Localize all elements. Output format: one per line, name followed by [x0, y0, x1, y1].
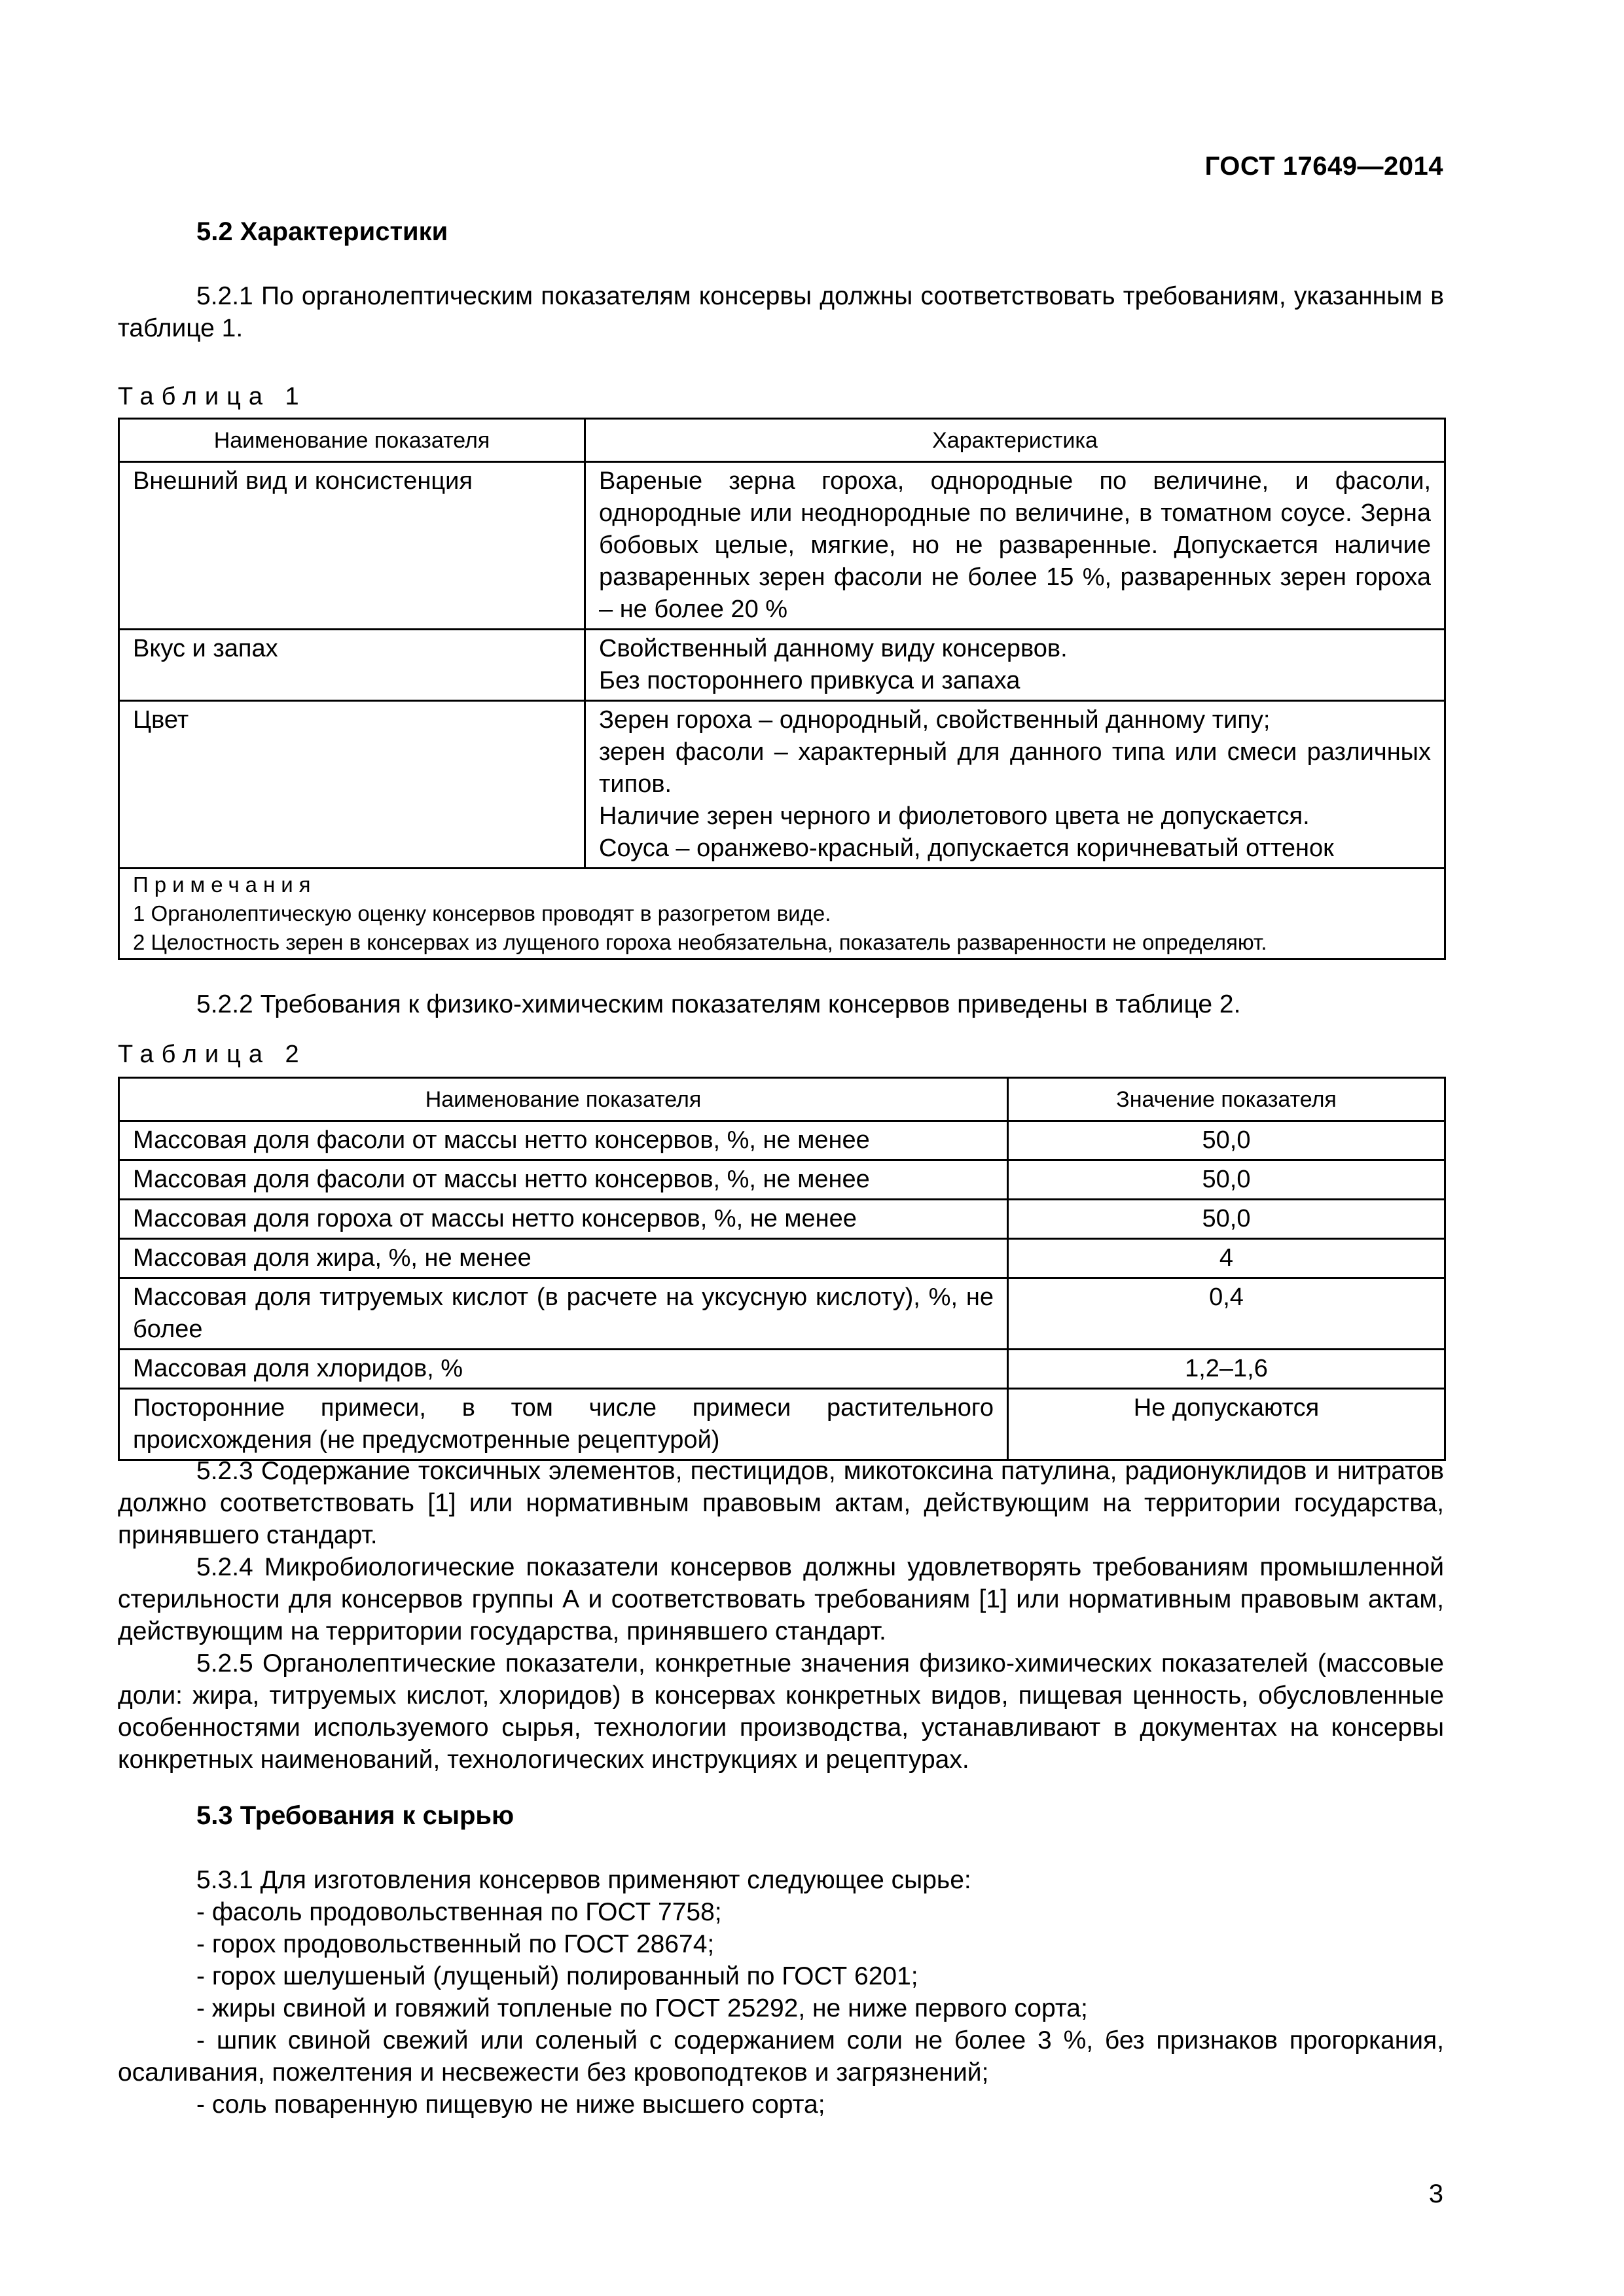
table-row — [119, 462, 1445, 630]
list-item: - шпик свиной свежий или соленый с содержанием соли не более 3 %, без признаков прогоркания, осаливания, пожелтения и несвежести без кровоподтеков и загрязнений; — [118, 2026, 1444, 2087]
table-row — [119, 1239, 1445, 1278]
table2-cell-name: Массовая доля гороха от массы нетто консервов, %, не менее — [119, 1200, 1008, 1239]
table1-header-characteristic: Характеристика — [585, 419, 1445, 462]
table2-cell-value: 4 — [1008, 1239, 1445, 1278]
table-2 — [118, 1077, 1446, 1461]
table2-cell-name: Массовая доля титруемых кислот (в расчете на уксусную кислоту), %, не более — [119, 1278, 1008, 1350]
table1-cell-name: Вкус и запах — [119, 630, 585, 701]
table2-cell-value: 1,2–1,6 — [1008, 1350, 1445, 1389]
section-title-5-3: 5.3 Требования к сырью — [196, 1801, 514, 1830]
table1-caption: Таблица 1 — [118, 383, 307, 410]
notes-title: Примечания — [133, 872, 317, 897]
list-item: - горох продовольственный по ГОСТ 28674; — [196, 1930, 715, 1958]
table1-cell-value: Вареные зерна гороха, однородные по величине, и фасоли, однородные или неоднородные по величине, в томатном соусе. Зерна бобовых целые, мягкие, но не разваренные. Допускается наличие разваренных зерен фасоли не более 15 %, разваренных зерен гороха – не более 20 % — [585, 462, 1445, 630]
table-row — [119, 1121, 1445, 1160]
table1-cell-line: зерен фасоли – характерный для данного типа или смеси различных типов. — [599, 738, 1431, 798]
table1-cell-line: Свойственный данному виду консервов. — [599, 635, 1068, 662]
table2-cell-name: Массовая доля жира, %, не менее — [119, 1239, 1008, 1278]
table-row — [119, 1389, 1445, 1460]
table-row — [119, 1200, 1445, 1239]
table1-cell-line: Наличие зерен черного и фиолетового цвета не допускается. — [599, 802, 1310, 830]
materials-list — [118, 1864, 1444, 2121]
list-item: - соль поваренную пищевую не ниже высшего сорта; — [196, 2090, 825, 2119]
table2-cell-name: Массовая доля хлоридов, % — [119, 1350, 1008, 1389]
table-row — [119, 1160, 1445, 1200]
table-row — [119, 1350, 1445, 1389]
table2-cell-value: Не допускаются — [1008, 1389, 1445, 1460]
table2-header-name: Наименование показателя — [119, 1078, 1008, 1121]
table1-header-row — [119, 419, 1445, 462]
table1-cell-line: Зерен гороха – однородный, свойственный данному типу; — [599, 706, 1271, 734]
note-item: 2 Целостность зерен в консервах из лущеного гороха необязательна, показатель разваренности не определяют. — [133, 930, 1267, 954]
paragraph-5-2-4: 5.2.4 Микробиологические показатели консервов должны удовлетворять требованиям промышленной стерильности для консервов группы А и соответствовать требованиям [1] или нормативным правовым актам, действующим на территории государства, принявшего стандарт. — [118, 1553, 1444, 1645]
list-item: - фасоль продовольственная по ГОСТ 7758; — [196, 1898, 722, 1926]
table2-cell-name: Массовая доля фасоли от массы нетто консервов, %, не менее — [119, 1160, 1008, 1200]
paragraph-5-2-1: 5.2.1 По органолептическим показателям консервы должны соответствовать требованиям, указанным в таблице 1. — [118, 282, 1444, 342]
table1-cell-name: Цвет — [119, 701, 585, 869]
table2-cell-value: 50,0 — [1008, 1121, 1445, 1160]
table2-cell-value: 50,0 — [1008, 1200, 1445, 1239]
table2-cell-value: 50,0 — [1008, 1160, 1445, 1200]
paragraph-5-2-5: 5.2.5 Органолептические показатели, конкретные значения физико-химических показателей (массовые доли: жира, титруемых кислот, хлоридов) в консервах конкретных видов, пищевая ценность, обусловленные особенностями используемого сырья, технологии производства, устанавливают в документах на консервы конкретных наименований, технологических инструкциях и рецептурах. — [118, 1649, 1444, 1774]
list-item: - жиры свиной и говяжий топленые по ГОСТ 25292, не ниже первого сорта; — [196, 1994, 1088, 2022]
table-1 — [118, 418, 1446, 960]
table-row — [119, 1278, 1445, 1350]
table-row — [119, 701, 1445, 869]
table1-cell-value — [585, 701, 1445, 869]
list-item: - горох шелушеный (лущеный) полированный по ГОСТ 6201; — [196, 1962, 918, 1990]
table1-cell-value — [585, 630, 1445, 701]
table1-cell-line: Без постороннего привкуса и запаха — [599, 667, 1020, 694]
paragraph-5-3-1: 5.3.1 Для изготовления консервов применяют следующее сырье: — [196, 1866, 971, 1894]
table2-cell-value: 0,4 — [1008, 1278, 1445, 1350]
table1-cell-name: Внешний вид и консистенция — [119, 462, 585, 630]
table2-cell-name: Посторонние примеси, в том числе примеси растительного происхождения (не предусмотренные рецептурой) — [119, 1389, 1008, 1460]
table1-cell-line: Соуса – оранжево-красный, допускается коричневатый оттенок — [599, 834, 1334, 862]
table2-caption: Таблица 2 — [118, 1041, 307, 1068]
table1-notes-row — [119, 869, 1445, 960]
paragraph-5-2-2: 5.2.2 Требования к физико-химическим показателям консервов приведены в таблице 2. — [196, 990, 1241, 1018]
table2-cell-name: Массовая доля фасоли от массы нетто консервов, %, не менее — [119, 1121, 1008, 1160]
table-row — [119, 630, 1445, 701]
table2-header-row — [119, 1078, 1445, 1121]
section-title-5-2: 5.2 Характеристики — [196, 217, 448, 246]
table1-notes — [119, 869, 1445, 960]
table1-header-name: Наименование показателя — [119, 419, 585, 462]
note-item: 1 Органолептическую оценку консервов проводят в разогретом виде. — [133, 901, 831, 925]
paragraph-5-2-3: 5.2.3 Содержание токсичных элементов, пестицидов, микотоксина патулина, радионуклидов и нитратов должно соответствовать [1] или нормативным правовым актам, действующим на территории государства, принявшего стандарт. — [118, 1457, 1444, 1549]
document-id: ГОСТ 17649—2014 — [1204, 152, 1443, 181]
table2-header-value: Значение показателя — [1008, 1078, 1445, 1121]
page-number: 3 — [1428, 2179, 1443, 2208]
